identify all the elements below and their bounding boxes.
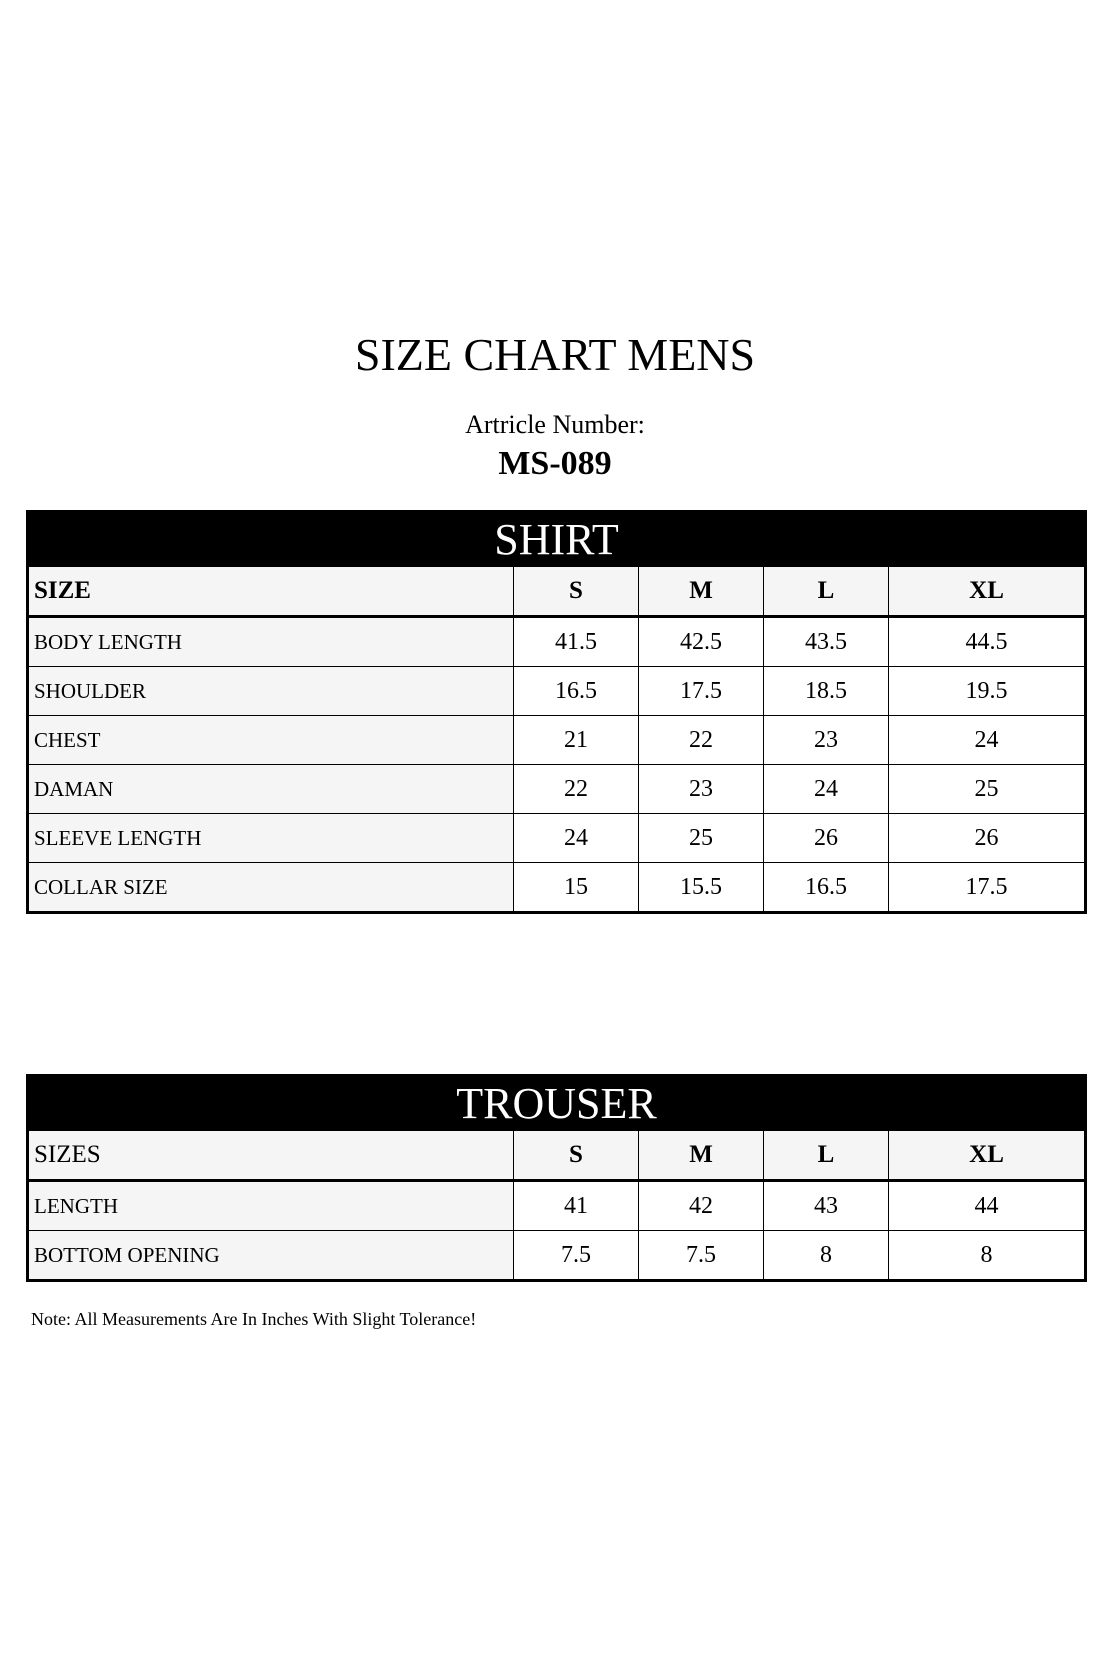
shirt-size-l: L [764,567,889,617]
table-cell: 17.5 [639,667,764,716]
table-cell: 24 [764,765,889,814]
table-row [28,814,1086,863]
table-cell: 42 [639,1181,764,1231]
table-cell: 7.5 [639,1231,764,1281]
row-label-sleeve-length: SLEEVE LENGTH [28,814,514,863]
table-cell: 7.5 [514,1231,639,1281]
trouser-table-heading: TROUSER [28,1076,1086,1131]
table-cell: 43 [764,1181,889,1231]
shirt-table-heading: SHIRT [28,512,1086,567]
table-row [28,1231,1086,1281]
trouser-size-s: S [514,1131,639,1181]
row-label-shoulder: SHOULDER [28,667,514,716]
table-row [28,667,1086,716]
row-label-bottom-opening: BOTTOM OPENING [28,1231,514,1281]
table-row [28,617,1086,667]
trouser-size-m: M [639,1131,764,1181]
table-cell: 24 [889,716,1086,765]
shirt-size-s: S [514,567,639,617]
measurement-note: Note: All Measurements Are In Inches With Slight Tolerance! [31,1309,477,1329]
table-cell: 17.5 [889,863,1086,913]
table-cell: 44.5 [889,617,1086,667]
table-row [28,765,1086,814]
table-cell: 22 [639,716,764,765]
trouser-header-label: SIZES [28,1131,514,1181]
table-cell: 23 [639,765,764,814]
article-number-value: MS-089 [498,445,612,482]
article-number-label: Artricle Number: [465,410,645,439]
row-label-daman: DAMAN [28,765,514,814]
row-label-length: LENGTH [28,1181,514,1231]
trouser-header-row [28,1131,1086,1181]
shirt-size-table [26,510,1087,914]
row-label-chest: CHEST [28,716,514,765]
page-title: SIZE CHART MENS [354,329,756,380]
table-cell: 8 [889,1231,1086,1281]
shirt-header-row [28,567,1086,617]
table-cell: 18.5 [764,667,889,716]
table-cell: 19.5 [889,667,1086,716]
table-cell: 21 [514,716,639,765]
table-cell: 26 [889,814,1086,863]
table-cell: 15 [514,863,639,913]
table-cell: 16.5 [514,667,639,716]
table-row [28,863,1086,913]
table-cell: 25 [889,765,1086,814]
table-cell: 26 [764,814,889,863]
table-cell: 41.5 [514,617,639,667]
table-cell: 43.5 [764,617,889,667]
shirt-header-label: SIZE [28,567,514,617]
row-label-collar-size: COLLAR SIZE [28,863,514,913]
shirt-size-xl: XL [889,567,1086,617]
table-cell: 22 [514,765,639,814]
table-cell: 41 [514,1181,639,1231]
table-cell: 25 [639,814,764,863]
row-label-body-length: BODY LENGTH [28,617,514,667]
shirt-size-m: M [639,567,764,617]
table-cell: 8 [764,1231,889,1281]
trouser-size-l: L [764,1131,889,1181]
trouser-size-table [26,1074,1087,1282]
trouser-size-xl: XL [889,1131,1086,1181]
table-row [28,1181,1086,1231]
table-row [28,716,1086,765]
table-cell: 16.5 [764,863,889,913]
table-cell: 15.5 [639,863,764,913]
table-cell: 44 [889,1181,1086,1231]
table-cell: 42.5 [639,617,764,667]
table-cell: 23 [764,716,889,765]
table-cell: 24 [514,814,639,863]
